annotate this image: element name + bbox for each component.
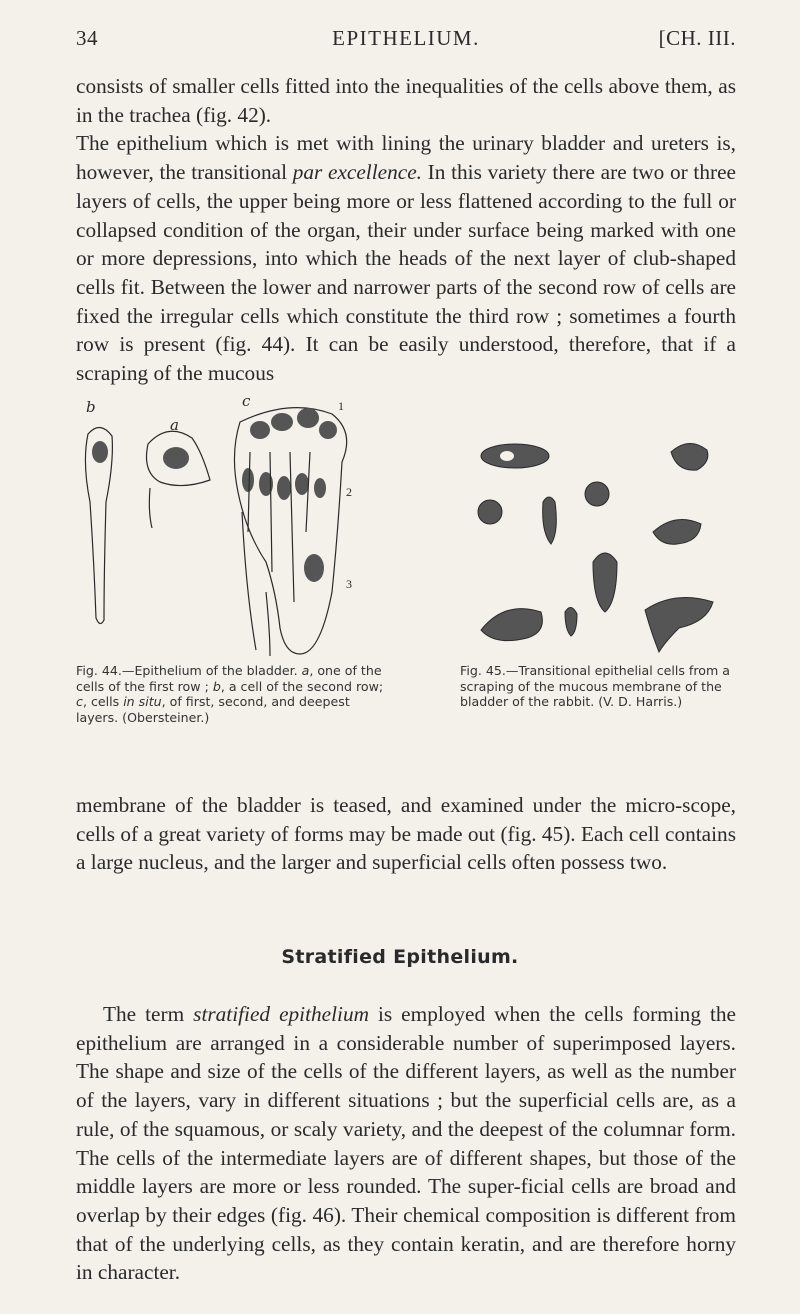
label-c: c [242, 392, 251, 410]
text-run: In this variety there are two or three layers of cells, the upper being more or less flattened according to the full or collapsed condition of the organ, their under surface being marked with one or more depressions, into which the heads of the next layer of club-shaped cells fit. Between the lower and narrower parts of the second row of cells are fixed the irregular cells which constitute the third row ; sometimes a fourth row is present (fig. 44). It can be easily understood, therefore, that if a scraping of the mucous [76, 160, 736, 386]
label-a: a [170, 416, 179, 434]
figure-44-caption [76, 663, 394, 725]
emphasis: par excellence. [292, 160, 422, 185]
figure-44-illustration [70, 392, 390, 657]
page-number: 34 [76, 26, 98, 50]
running-header [76, 26, 736, 56]
caption-text: , a cell of the second row; [220, 678, 384, 694]
caption-italic: c [76, 694, 83, 709]
figure-area [70, 392, 740, 657]
caption-italic: a [301, 663, 310, 678]
caption-text: , one of the cells of the first row ; [76, 663, 382, 694]
text-run: consists of smaller cells fitted into the inequalities of the cells above them, as in the trachea (fig. 42). [76, 74, 736, 127]
figure-45-caption: Fig. 45.—Transitional epithelial cells from a scraping of the mucous membrane of the bladder of the rabbit. (V. D. Harris.) [460, 663, 730, 709]
text-run: is employed when the cells forming the epithelium are arranged in a considerable number of superimposed layers. The shape and size of the cells of the different layers, as well as the number of the layers, vary in different situations ; but the superficial cells are, as a rule, of the squamous, or scaly variety, and the deepest of the columnar form. The cells of the intermediate layers are of different shapes, but those of the middle layers are more or less rounded. The super-ficial cells are broad and overlap by their edges (fig. 46). Their chemical composition is different from that of the underlying cells, as they contain keratin, and are therefore horny in character. [76, 1002, 736, 1285]
label-b: b [86, 398, 96, 416]
label-3: 3 [346, 577, 352, 591]
section-heading: Stratified Epithelium. [281, 946, 519, 968]
label-2: 2 [346, 485, 352, 499]
chapter-marker: [CH. III. [658, 26, 736, 50]
caption-italic: b [212, 678, 221, 694]
emphasis: stratified epithelium [193, 1002, 369, 1026]
paragraph-stratified [76, 1000, 736, 1287]
paragraph-scraping: membrane of the bladder is teased, and examined under the micro-scope, cells of a great variety of forms may be made out (fig. 45). Each cell contains a large nucleus, and the larger and superficial cells often possess two. [76, 793, 736, 875]
figure-45-illustration [475, 432, 740, 657]
caption-text: , cells [82, 694, 124, 709]
running-title: EPITHELIUM. [332, 26, 480, 50]
text-run: The term [103, 1002, 194, 1026]
text-run: The epithelium which is met with lining the urinary bladder and ureters is, however, the transitional [76, 131, 736, 185]
label-1: 1 [338, 399, 344, 413]
paragraph-transitional [76, 72, 736, 388]
caption-italic: in situ [123, 694, 162, 709]
caption-text: Fig. 44.—Epithelium of the bladder. [76, 663, 302, 678]
caption-text: , of first, second, and deepest layers. (Obersteiner.) [76, 694, 350, 725]
